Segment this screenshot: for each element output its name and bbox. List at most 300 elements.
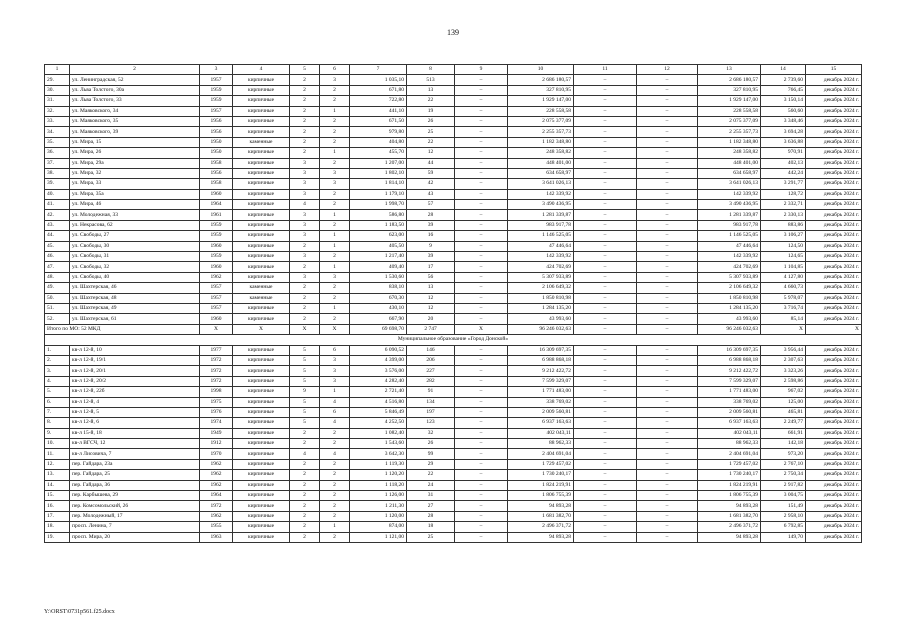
table-cell: 2 255 357,73 <box>508 127 574 137</box>
table-cell: 1 <box>320 522 350 532</box>
table-row <box>45 314 862 324</box>
table-cell: 983 917,78 <box>508 220 574 230</box>
total-row <box>45 324 862 334</box>
table-cell: декабрь 2024 г. <box>806 366 862 376</box>
table-cell: 124,65 <box>761 252 806 262</box>
table-cell: 3 <box>290 168 320 178</box>
table-cell: 2. <box>45 355 70 365</box>
table-cell: 6 988 868,18 <box>698 355 761 365</box>
table-cell: 327 810,95 <box>698 85 761 95</box>
table-cell: – <box>574 241 637 251</box>
table-cell: 405,50 <box>350 241 407 251</box>
table-cell: 2 <box>320 428 350 438</box>
table-cell: кирпичные <box>233 116 290 126</box>
table-cell: ул. Ленинградская, 52 <box>70 75 200 85</box>
table-row <box>45 189 862 199</box>
table-row <box>45 397 862 407</box>
table-cell: – <box>455 262 508 272</box>
table-cell: 17 <box>407 262 455 272</box>
table-cell: 2 075 377,09 <box>698 116 761 126</box>
table-cell: 2 404 691,04 <box>698 449 761 459</box>
table-cell: 513 <box>407 75 455 85</box>
table-cell: – <box>455 148 508 158</box>
table-row <box>45 241 862 251</box>
table-cell: 2 009 560,81 <box>698 407 761 417</box>
table-cell: 838,10 <box>350 283 407 293</box>
table-row <box>45 459 862 469</box>
table-row <box>45 168 862 178</box>
table-cell: – <box>574 355 637 365</box>
table-cell: 3 576,00 <box>350 366 407 376</box>
table-cell: 3 636,88 <box>761 137 806 147</box>
table-cell: – <box>455 428 508 438</box>
table-cell: декабрь 2024 г. <box>806 241 862 251</box>
table-cell: кирпичные <box>233 418 290 428</box>
table-cell: 1998 <box>200 387 233 397</box>
table-cell: кирпичные <box>233 491 290 501</box>
table-cell: 1963 <box>200 532 233 542</box>
table-cell: просп. Ленина, 7 <box>70 522 200 532</box>
table-cell: 1959 <box>200 231 233 241</box>
table-cell: – <box>574 480 637 490</box>
table-cell: кирпичные <box>233 85 290 95</box>
table-cell: 409,40 <box>350 262 407 272</box>
table-cell: 1. <box>45 345 70 355</box>
table-cell: 5 <box>290 407 320 417</box>
table-cell: ул. Молодежная, 33 <box>70 210 200 220</box>
table-cell: – <box>637 262 698 272</box>
table-cell: 2 <box>290 470 320 480</box>
table-cell: пер. Молодежный, 17 <box>70 511 200 521</box>
table-cell: 4 660,73 <box>761 283 806 293</box>
table-cell: – <box>574 345 637 355</box>
table-cell: кирпичные <box>233 355 290 365</box>
table-cell: – <box>637 168 698 178</box>
table-cell: ул. Свободы, 31 <box>70 252 200 262</box>
table-cell: 327 810,95 <box>508 85 574 95</box>
table-cell: 149,70 <box>761 532 806 542</box>
table-cell: – <box>574 85 637 95</box>
table-cell: 3 <box>290 231 320 241</box>
table-cell: – <box>574 106 637 116</box>
section-title-row <box>45 335 862 345</box>
table-cell: декабрь 2024 г. <box>806 522 862 532</box>
table-cell: 2 750,34 <box>761 470 806 480</box>
table-cell: 1 182 348,80 <box>508 137 574 147</box>
table-cell: – <box>637 387 698 397</box>
table-cell: декабрь 2024 г. <box>806 387 862 397</box>
table-cell: 2 917,82 <box>761 480 806 490</box>
table-cell: 4 <box>320 418 350 428</box>
table-cell: 22 <box>407 137 455 147</box>
table-cell: – <box>574 75 637 85</box>
table-cell: декабрь 2024 г. <box>806 272 862 282</box>
table-cell: – <box>637 511 698 521</box>
table-cell: 1950 <box>200 148 233 158</box>
table-cell: 722,80 <box>350 96 407 106</box>
table-cell: 2 <box>290 85 320 95</box>
table-cell: 1955 <box>200 522 233 532</box>
table-cell: 2 <box>320 189 350 199</box>
table-cell: 1 530,60 <box>350 272 407 282</box>
table-cell: 424 702,69 <box>508 262 574 272</box>
section-title: Муниципальное образование «Город Донской» <box>45 335 862 345</box>
table-cell: – <box>637 480 698 490</box>
table-cell: декабрь 2024 г. <box>806 158 862 168</box>
table-cell: 1977 <box>200 345 233 355</box>
table-cell: 13. <box>45 470 70 480</box>
table-cell: – <box>637 470 698 480</box>
table-cell: – <box>574 158 637 168</box>
table-cell: 1 681 382,70 <box>698 511 761 521</box>
table-cell: 1 <box>320 387 350 397</box>
table-cell: 1 146 525,05 <box>698 231 761 241</box>
column-header: 14 <box>761 65 806 75</box>
table-cell: 35. <box>45 137 70 147</box>
table-cell: 1 082,40 <box>350 428 407 438</box>
column-header: 5 <box>290 65 320 75</box>
table-row <box>45 200 862 210</box>
table-cell: 465,81 <box>761 407 806 417</box>
column-header: 7 <box>350 65 407 75</box>
table-cell: 2 404 691,04 <box>508 449 574 459</box>
table-cell: 1 806 755,39 <box>698 491 761 501</box>
table-header-row <box>45 65 862 75</box>
table-cell: 2 <box>290 532 320 542</box>
table-cell: 57 <box>407 200 455 210</box>
table-cell: 124,50 <box>761 241 806 251</box>
table-cell: 2 <box>290 293 320 303</box>
table-cell: 9 212 422,72 <box>508 366 574 376</box>
table-cell: 1 802,10 <box>350 168 407 178</box>
table-cell: 128,72 <box>761 189 806 199</box>
table-cell: 2 <box>290 459 320 469</box>
table-cell: декабрь 2024 г. <box>806 459 862 469</box>
table-cell: – <box>637 449 698 459</box>
table-cell: 5 <box>290 355 320 365</box>
table-cell: декабрь 2024 г. <box>806 376 862 386</box>
table-cell: 1957 <box>200 293 233 303</box>
table-cell: кирпичные <box>233 168 290 178</box>
table-cell: кирпичные <box>233 397 290 407</box>
table-row <box>45 439 862 449</box>
table-cell: декабрь 2024 г. <box>806 262 862 272</box>
total-cell: – <box>574 324 637 334</box>
table-cell: 19. <box>45 532 70 542</box>
table-cell: 3 641 026,13 <box>698 179 761 189</box>
table-cell: 12 <box>407 293 455 303</box>
table-cell: 6 988 868,18 <box>508 355 574 365</box>
table-cell: 2 <box>290 96 320 106</box>
table-cell: 1 126,00 <box>350 491 407 501</box>
table-cell: – <box>574 449 637 459</box>
table-cell: 3 641 026,13 <box>508 179 574 189</box>
table-cell: – <box>637 116 698 126</box>
table-cell: 979,80 <box>350 127 407 137</box>
table-row <box>45 262 862 272</box>
table-cell: 1 730 240,17 <box>508 470 574 480</box>
table-cell: – <box>455 116 508 126</box>
table-row <box>45 501 862 511</box>
table-cell: 197 <box>407 407 455 417</box>
table-cell: 13 <box>407 283 455 293</box>
table-cell: декабрь 2024 г. <box>806 470 862 480</box>
table-cell: ул. Маяковского, 35 <box>70 116 200 126</box>
table-cell: 47 446,64 <box>508 241 574 251</box>
table-cell: 47. <box>45 262 70 272</box>
table-cell: 151,49 <box>761 501 806 511</box>
total-cell: 69 698,70 <box>350 324 407 334</box>
table-cell: ул. Мира, 15 <box>70 137 200 147</box>
table-row <box>45 470 862 480</box>
table-cell: 91 <box>407 387 455 397</box>
table-cell: 40. <box>45 189 70 199</box>
table-cell: 48. <box>45 272 70 282</box>
table-cell: 1964 <box>200 491 233 501</box>
table-cell: – <box>637 501 698 511</box>
table-cell: 404,80 <box>350 137 407 147</box>
table-cell: 1912 <box>200 439 233 449</box>
table-cell: 16. <box>45 501 70 511</box>
table-cell: 3 490 436,95 <box>698 200 761 210</box>
table-cell: – <box>574 137 637 147</box>
table-cell: 50. <box>45 293 70 303</box>
table-cell: кирпичные <box>233 127 290 137</box>
table-row <box>45 303 862 313</box>
table-row <box>45 148 862 158</box>
table-cell: – <box>455 480 508 490</box>
total-cell: Х <box>290 324 320 334</box>
table-cell: 634 658,97 <box>698 168 761 178</box>
table-cell: 1 281 339,87 <box>508 210 574 220</box>
table-cell: 228 558,58 <box>508 106 574 116</box>
table-cell: 3 291,77 <box>761 179 806 189</box>
table-cell: 39 <box>407 220 455 230</box>
column-header: 1 <box>45 65 70 75</box>
total-cell: Х <box>761 324 806 334</box>
table-cell: 3 <box>320 355 350 365</box>
table-cell: 3 <box>320 366 350 376</box>
table-cell: 228 558,58 <box>698 106 761 116</box>
table-cell: 5 846,49 <box>350 407 407 417</box>
table-row <box>45 491 862 501</box>
table-cell: 1964 <box>200 200 233 210</box>
table-cell: ул. Мира, 26 <box>70 148 200 158</box>
table-row <box>45 127 862 137</box>
table-cell: 5 <box>290 418 320 428</box>
table-row <box>45 252 862 262</box>
table-cell: 1960 <box>200 314 233 324</box>
table-row <box>45 480 862 490</box>
table-cell: 1 104,85 <box>761 262 806 272</box>
table-cell: 7. <box>45 407 70 417</box>
table-cell: 1956 <box>200 168 233 178</box>
table-cell: – <box>637 272 698 282</box>
table-cell: кирпичные <box>233 407 290 417</box>
table-cell: ул. Шахтерская, 46 <box>70 283 200 293</box>
table-cell: 27 <box>407 501 455 511</box>
table-cell: 1 729 457,02 <box>508 459 574 469</box>
table-cell: – <box>637 418 698 428</box>
table-cell: 94 893,28 <box>508 501 574 511</box>
table-cell: 25 <box>407 532 455 542</box>
table-cell: 32. <box>45 106 70 116</box>
table-cell: – <box>574 168 637 178</box>
table-cell: кв-л 12-й, 20/1 <box>70 366 200 376</box>
table-cell: 1 824 219,91 <box>698 480 761 490</box>
table-cell: 4 <box>290 200 320 210</box>
table-cell: 31 <box>407 491 455 501</box>
total-cell: – <box>637 324 698 334</box>
table-cell: декабрь 2024 г. <box>806 106 862 116</box>
table-cell: 248 358,82 <box>698 148 761 158</box>
table-cell: 3 <box>290 272 320 282</box>
table-cell: 1 120,20 <box>350 470 407 480</box>
table-cell: 3 <box>320 75 350 85</box>
table-cell: – <box>455 366 508 376</box>
table-cell: 2 <box>290 491 320 501</box>
table-cell: пер. Гайдара, 36 <box>70 480 200 490</box>
table-cell: пер. Гайдара, 23а <box>70 459 200 469</box>
table-cell: 4 252,50 <box>350 418 407 428</box>
table-cell: 2 767,10 <box>761 459 806 469</box>
table-cell: – <box>574 532 637 542</box>
table-cell: – <box>455 418 508 428</box>
table-cell: кирпичные <box>233 303 290 313</box>
table-cell: 4 <box>320 397 350 407</box>
table-cell: кирпичные <box>233 366 290 376</box>
table-cell: 29. <box>45 75 70 85</box>
table-cell: – <box>637 397 698 407</box>
table-cell: декабрь 2024 г. <box>806 345 862 355</box>
table-cell: 1962 <box>200 459 233 469</box>
table-cell: 1 035,10 <box>350 75 407 85</box>
table-cell: 1972 <box>200 376 233 386</box>
table-cell: – <box>637 366 698 376</box>
column-header: 15 <box>806 65 862 75</box>
table-cell: – <box>574 262 637 272</box>
table-cell: декабрь 2024 г. <box>806 501 862 511</box>
table-cell: – <box>637 522 698 532</box>
table-cell: 661,91 <box>761 428 806 438</box>
table-cell: 448 401,00 <box>508 158 574 168</box>
table-cell: 2 <box>290 314 320 324</box>
table-row <box>45 85 862 95</box>
table-cell: 1 120,00 <box>350 511 407 521</box>
table-cell: 12. <box>45 459 70 469</box>
table-cell: 206 <box>407 355 455 365</box>
table-cell: 1 771 483,00 <box>508 387 574 397</box>
table-cell: – <box>574 428 637 438</box>
table-cell: декабрь 2024 г. <box>806 168 862 178</box>
table-cell: 2 721,40 <box>350 387 407 397</box>
table-cell: 2 <box>290 501 320 511</box>
table-cell: 39 <box>407 252 455 262</box>
table-cell: 2 <box>290 262 320 272</box>
table-cell: декабрь 2024 г. <box>806 116 862 126</box>
table-cell: – <box>574 96 637 106</box>
table-row <box>45 449 862 459</box>
table-cell: кирпичные <box>233 522 290 532</box>
table-cell: декабрь 2024 г. <box>806 397 862 407</box>
table-cell: 1957 <box>200 283 233 293</box>
table-cell: – <box>637 283 698 293</box>
table-cell: кирпичные <box>233 75 290 85</box>
table-cell: кирпичные <box>233 532 290 542</box>
table-cell: 2 106 649,32 <box>508 283 574 293</box>
table-cell: 1 <box>320 303 350 313</box>
table-row <box>45 293 862 303</box>
table-cell: пер. Комсомольский, 26 <box>70 501 200 511</box>
table-row <box>45 116 862 126</box>
table-cell: 88 962,33 <box>508 439 574 449</box>
table-cell: декабрь 2024 г. <box>806 85 862 95</box>
table-cell: 17. <box>45 511 70 521</box>
table-cell: декабрь 2024 г. <box>806 511 862 521</box>
table-cell: пер. Гайдара, 25 <box>70 470 200 480</box>
table-cell: ул. Льва Толстого, 30а <box>70 85 200 95</box>
table-cell: кв-л 15-й, 18 <box>70 428 200 438</box>
table-cell: кв-л 12-й, 20/2 <box>70 376 200 386</box>
table-cell: 43 993,60 <box>698 314 761 324</box>
table-cell: 2 <box>320 480 350 490</box>
table-row <box>45 355 862 365</box>
table-cell: 1957 <box>200 303 233 313</box>
table-cell: 1959 <box>200 96 233 106</box>
table-cell: – <box>455 293 508 303</box>
table-cell: 43 <box>407 189 455 199</box>
table-cell: 3 <box>290 210 320 220</box>
table-cell: кирпичные <box>233 231 290 241</box>
table-cell: ул. Мира, 35а <box>70 189 200 199</box>
table-cell: – <box>637 439 698 449</box>
table-cell: – <box>574 303 637 313</box>
table-cell: 2 <box>320 127 350 137</box>
table-cell: кирпичные <box>233 459 290 469</box>
table-cell: 3 323,26 <box>761 366 806 376</box>
table-cell: 1 824 219,91 <box>508 480 574 490</box>
table-cell: 11. <box>45 449 70 459</box>
table-cell: – <box>637 200 698 210</box>
table-cell: – <box>574 189 637 199</box>
table-row <box>45 75 862 85</box>
table-cell: 26 <box>407 439 455 449</box>
table-cell: 2 <box>290 511 320 521</box>
table-cell: декабрь 2024 г. <box>806 303 862 313</box>
page-number: 139 <box>447 28 459 37</box>
table-cell: 2 <box>320 293 350 303</box>
table-cell: ул. Свободы, 30 <box>70 241 200 251</box>
table-cell: 248 358,82 <box>508 148 574 158</box>
table-row <box>45 179 862 189</box>
table-cell: 42 <box>407 179 455 189</box>
table-row <box>45 272 862 282</box>
table-cell: 1 729 457,02 <box>698 459 761 469</box>
table-cell: – <box>455 272 508 282</box>
table-cell: 1960 <box>200 241 233 251</box>
table-cell: кирпичные <box>233 189 290 199</box>
table-cell: 88 962,33 <box>698 439 761 449</box>
table-cell: 6 <box>320 345 350 355</box>
table-cell: 671,80 <box>350 85 407 95</box>
column-header: 10 <box>508 65 574 75</box>
table-cell: 6. <box>45 397 70 407</box>
column-header: 3 <box>200 65 233 75</box>
table-cell: ул. Шахтерская, 61 <box>70 314 200 324</box>
table-cell: – <box>574 397 637 407</box>
table-cell: 1960 <box>200 189 233 199</box>
table-cell: кв-л 12-й, 19/1 <box>70 355 200 365</box>
